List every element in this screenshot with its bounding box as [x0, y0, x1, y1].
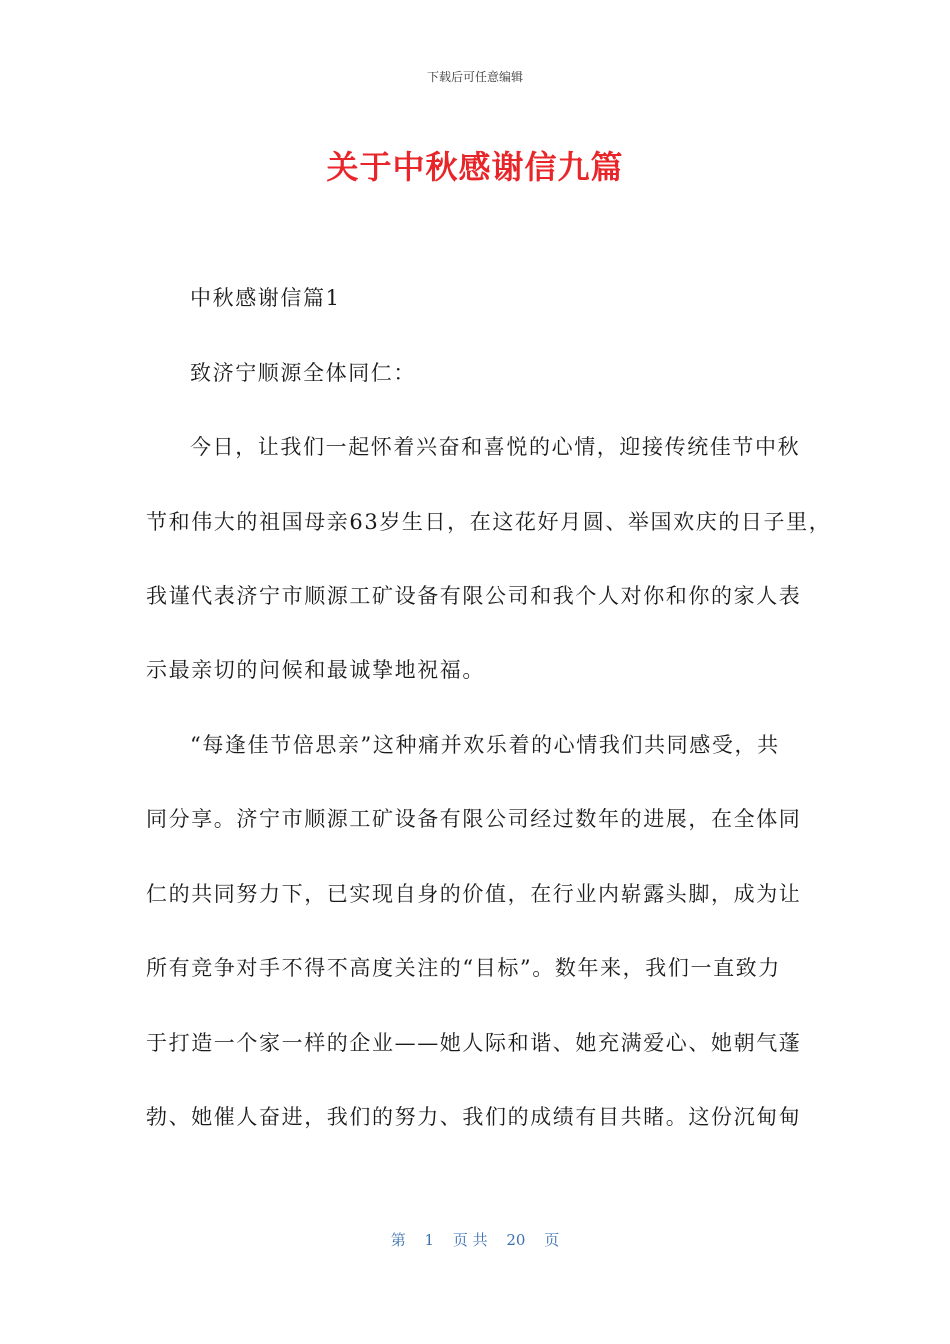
body-line: 仁的共同努力下，已实现自身的价值，在行业内崭露头脚，成为让: [146, 882, 802, 906]
body-line: 于打造一个家一样的企业——她人际和谐、她充满爱心、她朝气蓬: [146, 1031, 802, 1055]
salutation: 致济宁顺源全体同仁：: [190, 361, 416, 385]
body-line: 我谨代表济宁市顺源工矿设备有限公司和我个人对你和你的家人表: [146, 584, 802, 608]
body-line: 今日，让我们一起怀着兴奋和喜悦的心情，迎接传统佳节中秋: [190, 435, 801, 459]
header-note: 下载后可任意编辑: [426, 70, 523, 84]
section-heading: 中秋感谢信篇1: [190, 286, 341, 310]
footer-ye-gong: 页 共: [452, 1231, 488, 1249]
page-footer: [0, 1229, 950, 1250]
footer-di: 第: [390, 1231, 406, 1249]
body-line: 所有竞争对手不得不高度关注的“目标”。数年来，我们一直致力: [146, 956, 781, 980]
body-line: 节和伟大的祖国母亲63岁生日，在这花好月圆、举国欢庆的日子里，: [146, 510, 832, 534]
body-line: 勃、她催人奋进，我们的努力、我们的成绩有目共睹。这份沉甸甸: [146, 1105, 802, 1129]
footer-ye: 页: [544, 1231, 560, 1249]
body-line: “每逢佳节倍思亲”这种痛并欢乐着的心情我们共同感受，共: [190, 733, 780, 757]
body-line: 同分享。济宁市顺源工矿设备有限公司经过数年的进展，在全体同: [146, 807, 802, 831]
body-line: 示最亲切的问候和最诚挚地祝福。: [146, 658, 485, 682]
footer-page-number: 1: [424, 1231, 435, 1249]
document-title: 关于中秋感谢信九篇: [326, 148, 624, 186]
footer-total-pages: 20: [506, 1231, 526, 1249]
